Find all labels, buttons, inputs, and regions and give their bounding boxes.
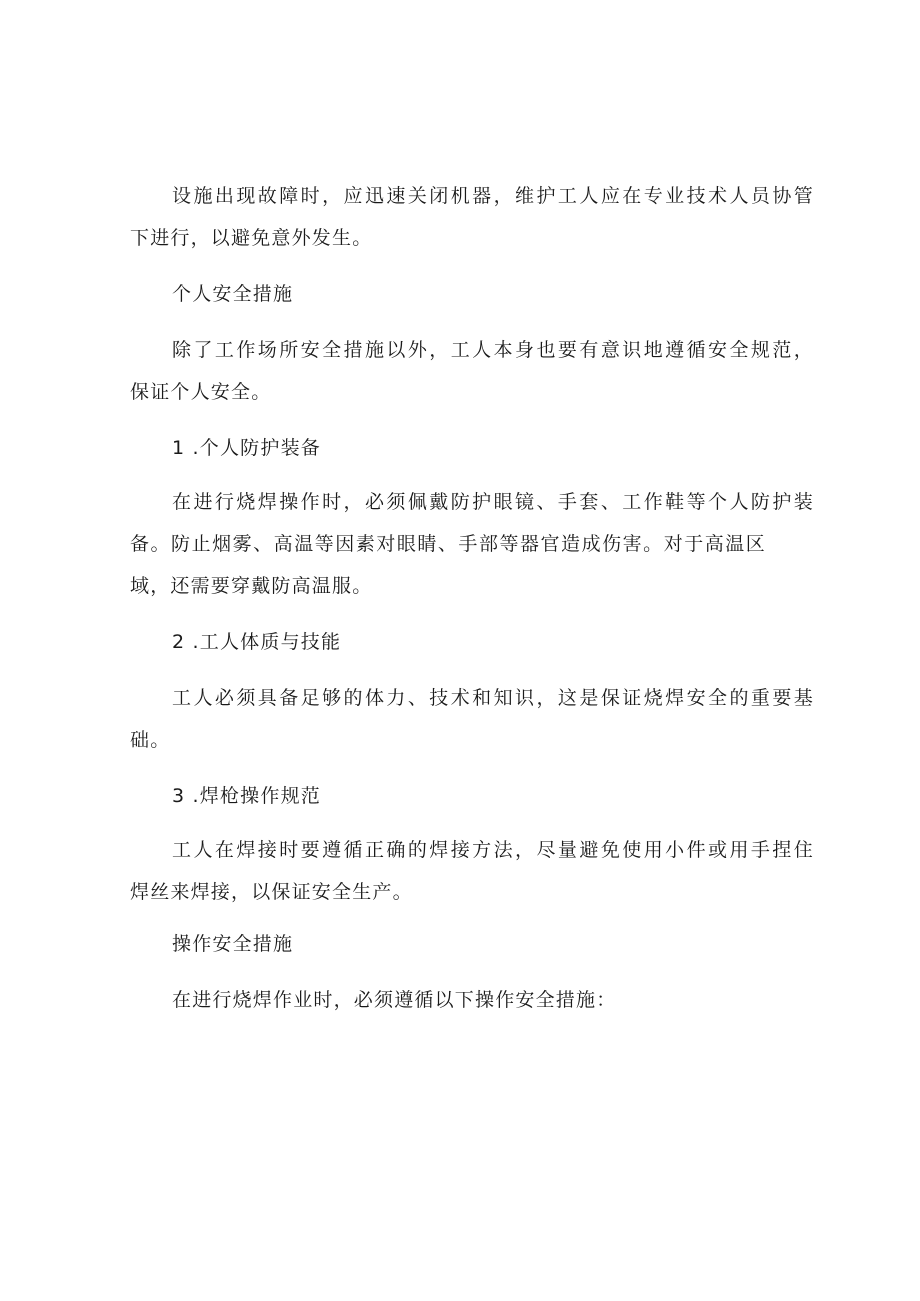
paragraph-4-line-2: 础。 [130, 729, 171, 751]
paragraph-1-line-2: 下进行，以避免意外发生。 [130, 227, 373, 249]
subheading-torch-operation: 3 .焊枪操作规范 [172, 785, 321, 807]
subheading-protective-equipment: 1 .个人防护装备 [172, 437, 321, 459]
paragraph-4-line-1: 工人必须具备足够的体力、技术和知识，这是保证烧焊安全的重要基 [172, 687, 814, 709]
paragraph-3-line-3: 域，还需要穿戴防高温服。 [130, 575, 373, 597]
paragraph-5-line-1: 工人在焊接时要遵循正确的焊接方法，尽量避免使用小件或用手捏住 [172, 839, 814, 861]
paragraph-6-line-1: 在进行烧焊作业时，必须遵循以下操作安全措施： [172, 989, 617, 1011]
paragraph-1-line-1: 设施出现故障时，应迅速关闭机器，维护工人应在专业技术人员协管 [172, 185, 814, 207]
subheading-physique-skills: 2 .工人体质与技能 [172, 631, 342, 653]
section-heading-personal-safety: 个人安全措施 [172, 283, 294, 305]
section-heading-operation-safety: 操作安全措施 [172, 933, 294, 955]
paragraph-2-line-2: 保证个人安全。 [130, 381, 272, 403]
paragraph-2-line-1: 除了工作场所安全措施以外，工人本身也要有意识地遵循安全规范， [172, 339, 814, 361]
paragraph-3-line-1: 在进行烧焊操作时，必须佩戴防护眼镜、手套、工作鞋等个人防护装 [172, 491, 814, 513]
paragraph-5-line-2: 焊丝来焊接，以保证安全生产。 [130, 881, 413, 903]
paragraph-3-line-2: 备。防止烟雾、高温等因素对眼睛、手部等器官造成伤害。对于高温区 [130, 533, 766, 555]
